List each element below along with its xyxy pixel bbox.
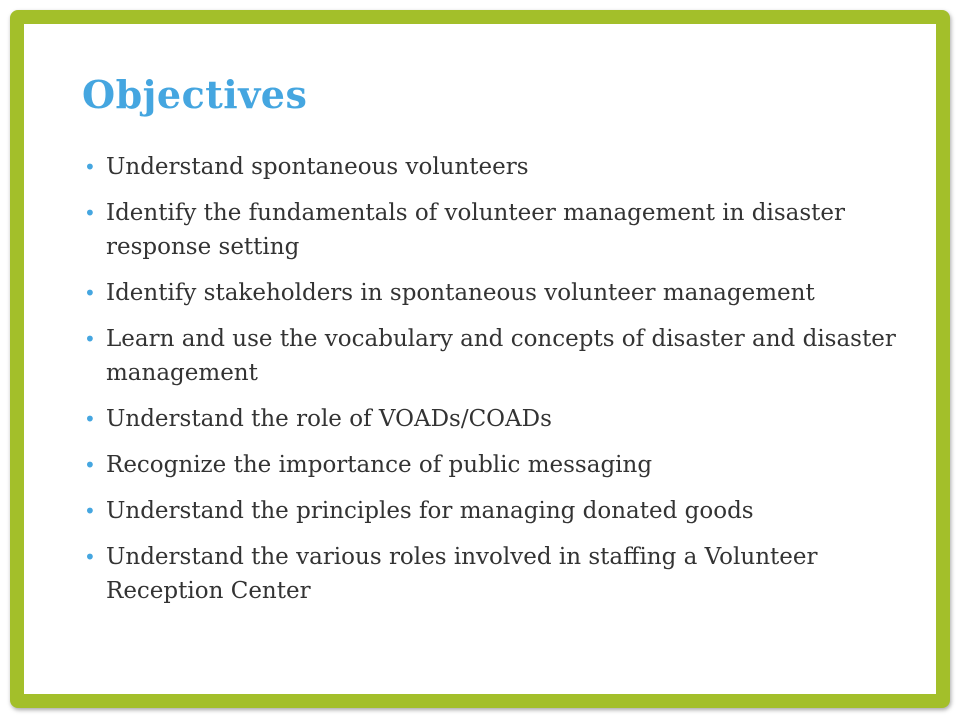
- list-item: [84, 276, 914, 310]
- list-item-text: Understand the various roles involved in staffing a Volunteer Reception Center: [106, 544, 818, 604]
- list-item: [84, 540, 914, 608]
- list-item: [84, 150, 914, 184]
- list-item: [84, 322, 914, 390]
- list-item-text: Recognize the importance of public messaging: [106, 452, 653, 478]
- list-item: [84, 196, 914, 264]
- list-item-text: Identify stakeholders in spontaneous volunteer management: [106, 280, 815, 306]
- list-item-text: Learn and use the vocabulary and concepts of disaster and disaster management: [106, 326, 896, 386]
- bullet-dot-icon: •: [84, 453, 96, 477]
- bullet-dot-icon: •: [84, 499, 96, 523]
- list-item: [84, 494, 914, 528]
- list-item: [84, 448, 914, 482]
- bullet-dot-icon: •: [84, 545, 96, 569]
- objectives-list: [84, 150, 914, 620]
- list-item-text: Understand spontaneous volunteers: [106, 154, 529, 180]
- list-item: [84, 402, 914, 436]
- bullet-dot-icon: •: [84, 327, 96, 351]
- list-item-text: Understand the principles for managing donated goods: [106, 498, 754, 524]
- bullet-dot-icon: •: [84, 281, 96, 305]
- list-item-text: Identify the fundamentals of volunteer management in disaster response setting: [106, 200, 846, 260]
- slide-title: Objectives: [82, 72, 308, 117]
- list-item-text: Understand the role of VOADs/COADs: [106, 406, 552, 432]
- bullet-dot-icon: •: [84, 201, 96, 225]
- bullet-dot-icon: •: [84, 155, 96, 179]
- bullet-dot-icon: •: [84, 407, 96, 431]
